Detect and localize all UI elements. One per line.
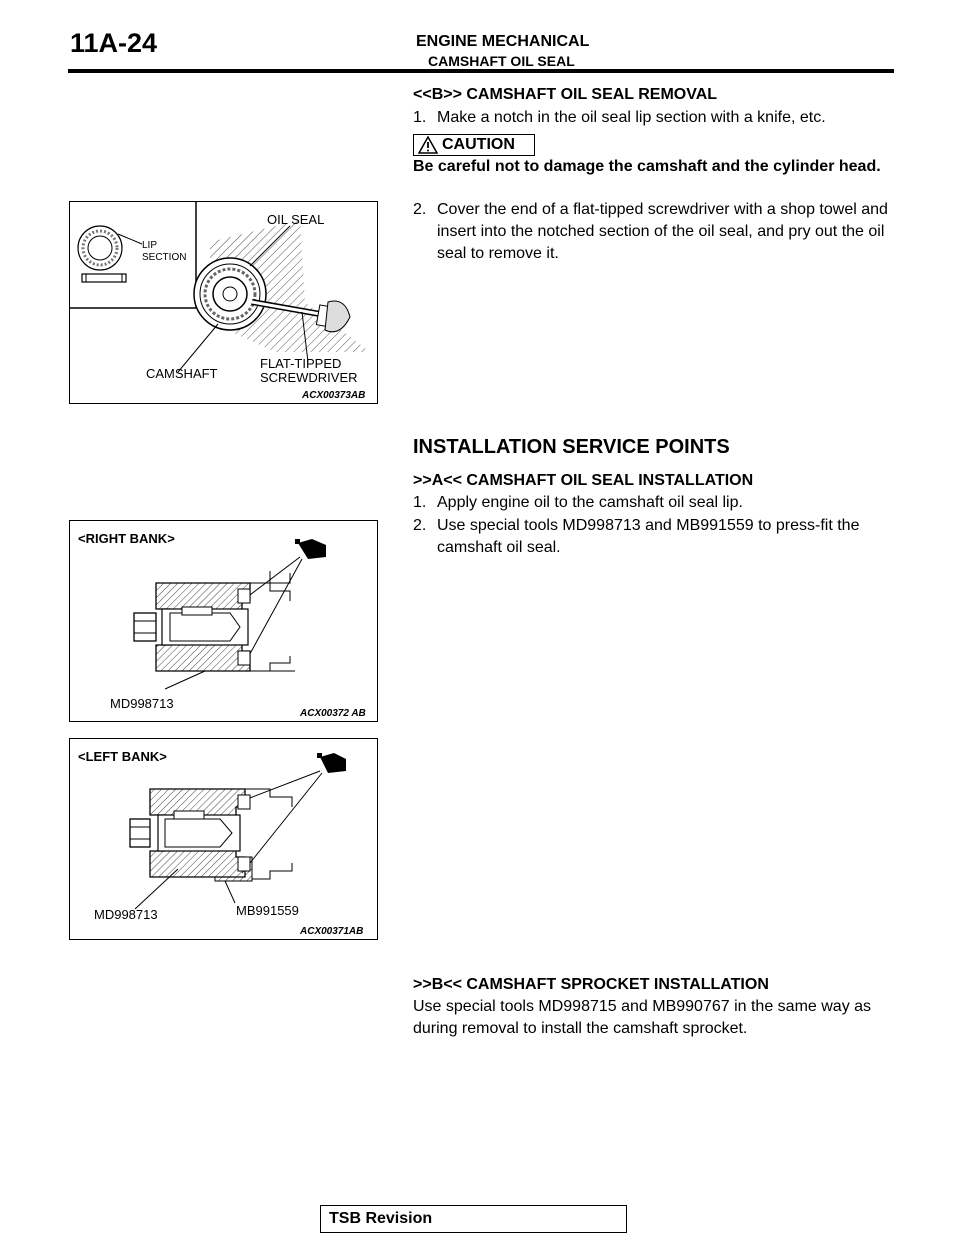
header-rule [68,69,894,73]
caution-text: Be careful not to damage the camshaft and the cylinder head. [413,158,881,175]
step-number: 2. [413,517,427,534]
installation-step-1 [413,492,893,514]
label-section: SECTION [142,252,187,263]
oil-can-icon [295,539,326,559]
installation-a-heading: >>A<< CAMSHAFT OIL SEAL INSTALLATION [413,472,754,489]
step-text: Use special tools MD998713 and MB991559 to press-fit the camshaft oil seal. [437,517,860,556]
warning-icon [418,136,438,154]
section-title: ENGINE MECHANICAL [416,33,590,50]
figure-left-bank [69,738,378,940]
figure-code: ACX00372 AB [300,708,366,719]
figure-title: <LEFT BANK> [78,749,167,764]
label-oil-seal: OIL SEAL [267,212,325,227]
page-number: 11A-24 [70,28,158,58]
step-text: Apply engine oil to the camshaft oil seal lip. [437,494,743,511]
figure-title: <RIGHT BANK> [78,531,175,546]
installation-heading: INSTALLATION SERVICE POINTS [413,436,730,458]
caution-box [413,134,535,156]
step-number: 2. [413,201,427,218]
label-lip: LIP [142,240,158,251]
step-number: 1. [413,109,427,126]
figure-oil-seal-removal [69,201,378,404]
installation-b-text: Use special tools MD998715 and MB990767 in the same way as during removal to install the camshaft sprocket. [413,998,872,1037]
caution-label: CAUTION [442,136,515,153]
figure-code: ACX00371AB [300,926,364,937]
tool-label-mb991559: MB991559 [236,903,299,918]
removal-step-2 [413,199,893,265]
label-flat-tipped: FLAT-TIPPED [260,356,342,371]
removal-step-1 [413,107,893,129]
installation-b-heading: >>B<< CAMSHAFT SPROCKET INSTALLATION [413,976,769,993]
label-screwdriver: SCREWDRIVER [260,370,358,385]
figure-right-bank-drawing [70,521,379,723]
subsection-title: CAMSHAFT OIL SEAL [428,53,575,69]
step-text: Cover the end of a flat-tipped screwdriver with a shop towel and insert into the notched section of the oil seal, and pry out the oil seal to remove it. [437,201,888,262]
step-text: Make a notch in the oil seal lip section with a knife, etc. [437,109,826,126]
installation-step-2 [413,515,893,559]
step-number: 1. [413,494,427,511]
tsb-revision-box: TSB Revision [320,1205,627,1233]
oil-can-icon [317,753,346,773]
figure-code: ACX00373AB [302,390,366,401]
tool-label: MD998713 [110,696,174,711]
figure-right-bank [69,520,378,722]
tool-label-md998713: MD998713 [94,907,158,922]
removal-heading: <<B>> CAMSHAFT OIL SEAL REMOVAL [413,86,718,103]
label-camshaft: CAMSHAFT [146,366,218,381]
